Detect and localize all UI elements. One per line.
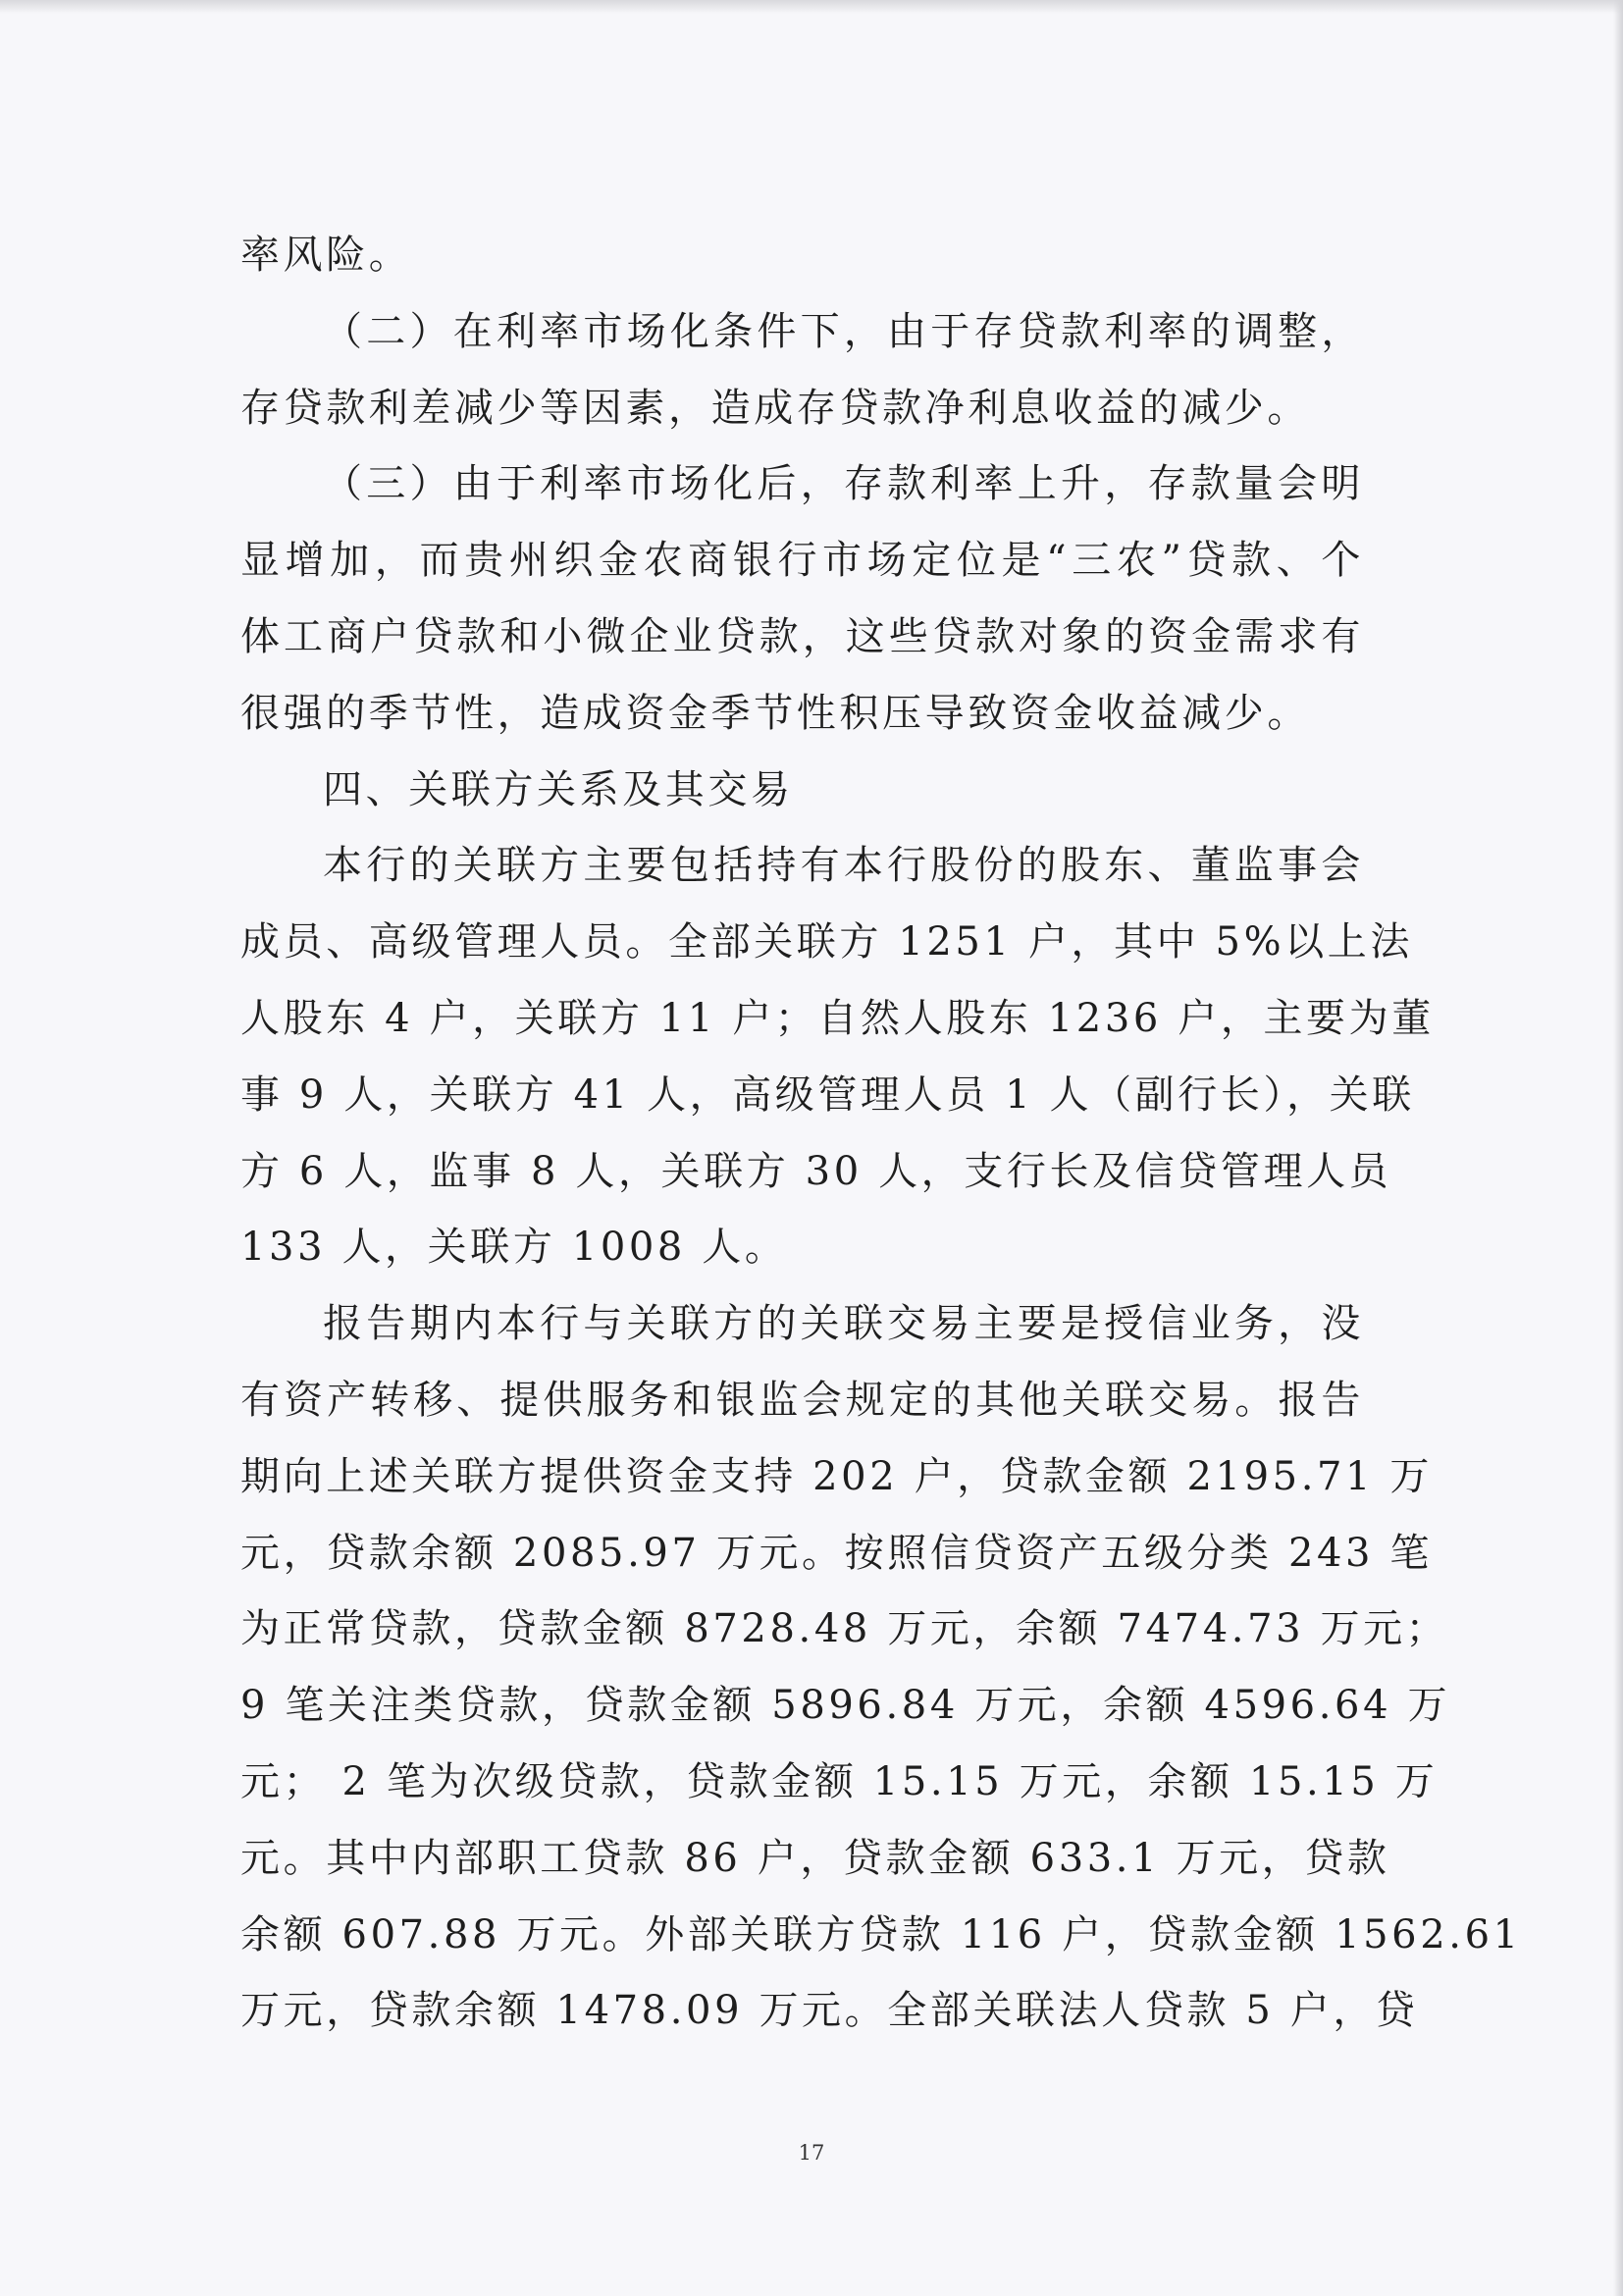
text-line: 成员、高级管理人员。全部关联方 1251 户，其中 5%以上法 bbox=[240, 919, 1413, 965]
text-line: 率风险。 bbox=[240, 233, 412, 278]
text-line: 133 人，关联方 1008 人。 bbox=[240, 1225, 788, 1271]
text-line: 元。其中内部职工贷款 86 户，贷款金额 633.1 万元，贷款 bbox=[240, 1835, 1390, 1881]
text-line: 期向上述关联方提供资金支持 202 户，贷款金额 2195.71 万 bbox=[240, 1453, 1434, 1499]
text-line: 9 笔关注类贷款，贷款金额 5896.84 万元，余额 4596.64 万 bbox=[240, 1683, 1451, 1729]
scan-edge-right bbox=[1613, 0, 1623, 2296]
text-line: 有资产转移、提供服务和银监会规定的其他关联交易。报告 bbox=[240, 1377, 1364, 1423]
text-line: 事 9 人，关联方 41 人，高级管理人员 1 人（副行长），关联 bbox=[240, 1071, 1415, 1118]
text-line: 元； 2 笔为次级贷款，贷款金额 15.15 万元，余额 15.15 万 bbox=[240, 1758, 1439, 1804]
text-line: 为正常贷款，贷款金额 8728.48 万元，余额 7474.73 万元； bbox=[240, 1606, 1449, 1652]
text-line: 体工商户贷款和小微企业贷款，这些贷款对象的资金需求有 bbox=[240, 613, 1364, 659]
document-body bbox=[240, 224, 1522, 2056]
text-line: 存贷款利差减少等因素，造成存贷款净利息收益的减少。 bbox=[240, 385, 1310, 431]
text-line: （二）在利率市场化条件下，由于存贷款利率的调整， bbox=[323, 308, 1364, 354]
page-number: 17 bbox=[798, 2141, 825, 2165]
text-line: 方 6 人，监事 8 人，关联方 30 人，支行长及信贷管理人员 bbox=[240, 1148, 1392, 1194]
text-line: 四、关联方关系及其交易 bbox=[323, 766, 794, 812]
text-line: 本行的关联方主要包括持有本行股份的股东、董监事会 bbox=[323, 843, 1364, 889]
text-line: （三）由于利率市场化后，存款利率上升，存款量会明 bbox=[323, 461, 1364, 507]
text-line: 人股东 4 户，关联方 11 户；自然人股东 1236 户，主要为董 bbox=[240, 995, 1435, 1041]
text-line: 元，贷款余额 2085.97 万元。按照信贷资产五级分类 243 笔 bbox=[240, 1530, 1434, 1576]
text-line: 报告期内本行与关联方的关联交易主要是授信业务，没 bbox=[323, 1301, 1364, 1347]
scan-edge-top bbox=[0, 0, 1623, 14]
text-line: 显增加，而贵州织金农商银行市场定位是“三农”贷款、个 bbox=[240, 538, 1364, 584]
text-line: 万元，贷款余额 1478.09 万元。全部关联法人贷款 5 户，贷 bbox=[240, 1988, 1419, 2034]
text-line: 很强的季节性，造成资金季节性积压导致资金收益减少。 bbox=[240, 690, 1310, 736]
text-line: 余额 607.88 万元。外部关联方贷款 116 户，贷款金额 1562.61 bbox=[240, 1911, 1522, 1957]
